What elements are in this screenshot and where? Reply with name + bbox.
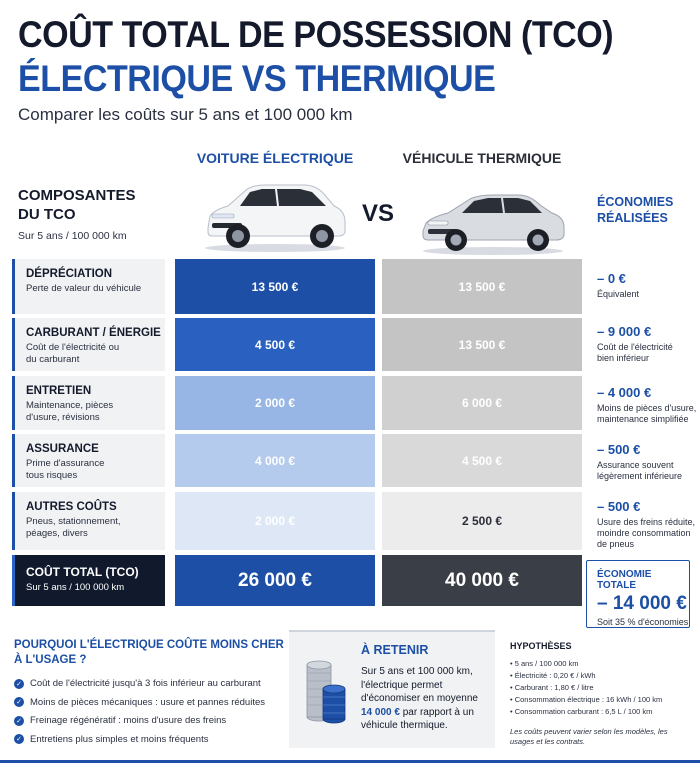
list-item: • Carburant : 1,80 € / litre [510, 683, 594, 692]
total-savings-box: ÉCONOMIE TOTALE – 14 000 € Soit 35 % d'économies [586, 560, 690, 628]
list-item: ✓ Freinage régénératif : moins d'usure des freins [14, 712, 276, 729]
savings-column-header: ÉCONOMIES RÉALISÉES [597, 195, 674, 225]
page-subtitle: Comparer les coûts sur 5 ans et 100 000 km [18, 105, 353, 124]
components-subtitle: Sur 5 ans / 100 000 km [18, 230, 127, 242]
saving-maintenance: – 4 000 € Moins de pièces d'usure, maintenance simplifiée [597, 385, 697, 424]
footer-divider [0, 760, 700, 763]
saving-fuel-energy: – 9 000 € Coût de l'électricité bien inférieur [597, 324, 673, 363]
thermal-cell-other-costs: 2 500 € [382, 492, 582, 550]
takeaway-title: À RETENIR [361, 643, 429, 657]
thermal-cell-insurance: 4 500 € [382, 434, 582, 487]
row-title: ENTRETIEN [26, 385, 92, 397]
ev-cell-other-costs: 2 000 € [175, 492, 375, 550]
hypotheses-note: Les coûts peuvent varier selon les modèles, les usages et les contrats. [510, 727, 668, 746]
row-description: Maintenance, pièces d'usure, révisions [26, 400, 114, 423]
versus-label: VS [362, 200, 395, 227]
total-label: COÛT TOTAL (TCO) Sur 5 ans / 100 000 km [12, 555, 165, 606]
saving-other-costs: – 500 € Usure des freins réduite, moindre consommation de pneus [597, 499, 696, 549]
row-description: Coût de l'électricité ou du carburant [26, 342, 120, 365]
hypotheses-list [510, 658, 662, 718]
ev-total-cell: 26 000 € [175, 555, 375, 606]
row-label-fuel-energy [12, 318, 165, 371]
list-item: ✓ Coût de l'électricité jusqu'à 3 fois inférieur au carburant [14, 675, 276, 692]
check-icon: ✓ [14, 697, 24, 707]
row-title: ASSURANCE [26, 443, 99, 455]
row-label-depreciation [12, 259, 165, 314]
ev-cell-maintenance: 2 000 € [175, 376, 375, 430]
list-item: • Consommation électrique : 16 kWh / 100 km [510, 695, 663, 704]
list-item: • 5 ans / 100 000 km [510, 659, 579, 668]
thermal-column-header: VÉHICULE THERMIQUE [402, 150, 562, 166]
thermal-total-cell: 40 000 € [382, 555, 582, 606]
list-item: ✓ Moins de pièces mécaniques : usure et pannes réduites [14, 694, 276, 711]
ev-cell-fuel-energy: 4 500 € [175, 318, 375, 371]
row-title: DÉPRÉCIATION [26, 268, 113, 280]
list-item: • Consommation carburant : 6,5 L / 100 km [510, 707, 653, 716]
why-list [14, 675, 276, 749]
check-icon: ✓ [14, 679, 24, 689]
row-description: Pneus, stationnement, péages, divers [26, 516, 121, 539]
list-item: ✓ Entretiens plus simples et moins fréquents [14, 731, 276, 748]
hypotheses-title: HYPOTHÈSES [510, 641, 572, 651]
ev-cell-insurance: 4 000 € [175, 434, 375, 487]
row-description: Prime d'assurance tous risques [26, 458, 105, 481]
thermal-cell-fuel-energy: 13 500 € [382, 318, 582, 371]
check-icon: ✓ [14, 734, 24, 744]
ev-column-header: VOITURE ÉLECTRIQUE [196, 150, 354, 166]
saving-depreciation: – 0 € Équivalent [597, 271, 640, 299]
row-label-insurance [12, 434, 165, 487]
ev-cell-depreciation: 13 500 € [175, 259, 375, 314]
thermal-cell-depreciation: 13 500 € [382, 259, 582, 314]
electric-car-image [200, 176, 350, 254]
thermal-car-image [418, 182, 568, 260]
coins-stack-icon [305, 655, 349, 725]
check-icon: ✓ [14, 716, 24, 726]
row-title: CARBURANT / ÉNERGIE [26, 327, 161, 339]
list-item: • Électricité : 0,20 € / kWh [510, 671, 596, 680]
row-description: Perte de valeur du véhicule [26, 283, 142, 294]
row-title: AUTRES COÛTS [26, 501, 117, 513]
page-title-secondary: ÉLECTRIQUE VS THERMIQUE [18, 58, 496, 99]
thermal-cell-maintenance: 6 000 € [382, 376, 582, 430]
page-title: COÛT TOTAL DE POSSESSION (TCO) [18, 14, 614, 55]
row-label-other-costs [12, 492, 165, 550]
takeaway-text: Sur 5 ans et 100 000 km, l'électrique permet d'économiser en moyenne 14 000 € par rapport à un véhicule thermique. [361, 666, 478, 731]
why-title: POURQUOI L'ÉLECTRIQUE COÛTE MOINS CHER À L'USAGE ? [14, 639, 284, 666]
components-title: COMPOSANTES DU TCO [18, 187, 136, 223]
row-label-maintenance [12, 376, 165, 430]
saving-insurance: – 500 € Assurance souvent légèrement inférieure [597, 442, 683, 481]
